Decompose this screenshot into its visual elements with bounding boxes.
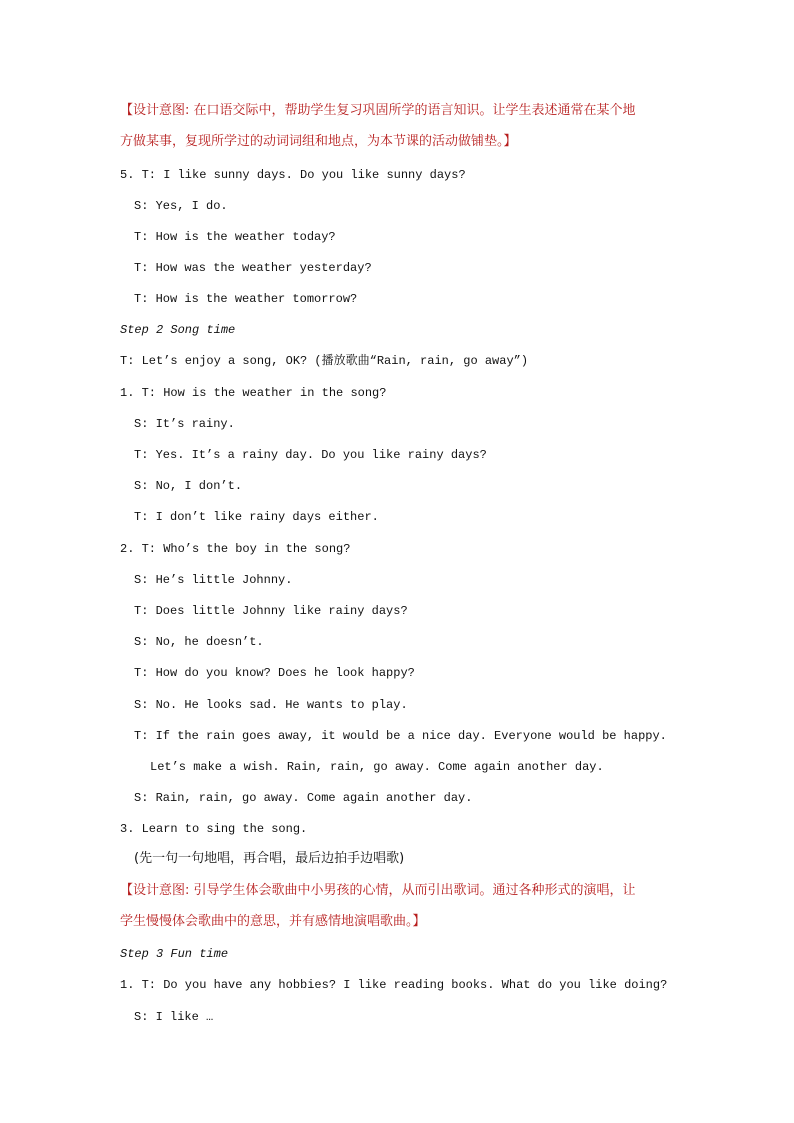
dialogue-line: 2. T: Who’s the boy in the song? [120,542,351,556]
design-intent-note: 【设计意图: 引导学生体会歌曲中小男孩的心情，从而引出歌词。通过各种形式的演唱，让 [120,883,636,898]
dialogue-line: T: If the rain goes away, it would be a nice day. Everyone would be happy. [134,729,667,743]
step-heading: Step 3 Fun time [120,947,229,961]
design-intent-note: 【设计意图: 在口语交际中，帮助学生复习巩固所学的语言知识。让学生表述通常在某个地 [120,103,636,118]
dialogue-line: S: No. He looks sad. He wants to play. [134,698,408,712]
dialogue-line: T: Yes. It’s a rainy day. Do you like rainy days? [134,448,487,462]
dialogue-line: Let’s make a wish. Rain, rain, go away. Come again another day. [150,760,604,774]
instruction-note: (先一句一句地唱，再合唱，最后边拍手边唱歌) [134,851,405,866]
dialogue-line: T: How is the weather today? [134,230,336,244]
dialogue-line: T: How is the weather tomorrow? [134,292,358,306]
dialogue-line: S: Rain, rain, go away. Come again another day. [134,791,473,805]
dialogue-line: T: How was the weather yesterday? [134,261,372,275]
dialogue-line: S: I like … [134,1010,214,1024]
step-heading: Step 2 Song time [120,323,236,337]
design-intent-note: 学生慢慢体会歌曲中的意思，并有感情地演唱歌曲。】 [120,914,426,929]
dialogue-line: T: Let’s enjoy a song, OK? (播放歌曲“Rain, rain, go away”) [120,354,529,368]
dialogue-line: S: No, I don’t. [134,479,243,493]
dialogue-line: 1. T: Do you have any hobbies? I like reading books. What do you like doing? [120,978,668,992]
dialogue-line: S: Yes, I do. [134,199,228,213]
dialogue-line: S: No, he doesn’t. [134,635,264,649]
dialogue-line: T: I don’t like rainy days either. [134,510,379,524]
dialogue-line: 1. T: How is the weather in the song? [120,386,387,400]
dialogue-line: T: How do you know? Does he look happy? [134,666,415,680]
dialogue-line: T: Does little Johnny like rainy days? [134,604,408,618]
dialogue-line: S: He’s little Johnny. [134,573,293,587]
dialogue-line: 5. T: I like sunny days. Do you like sunny days? [120,168,466,182]
design-intent-note: 方做某事，复现所学过的动词词组和地点，为本节课的活动做铺垫。】 [120,134,517,149]
dialogue-line: 3. Learn to sing the song. [120,822,308,836]
dialogue-line: S: It’s rainy. [134,417,235,431]
